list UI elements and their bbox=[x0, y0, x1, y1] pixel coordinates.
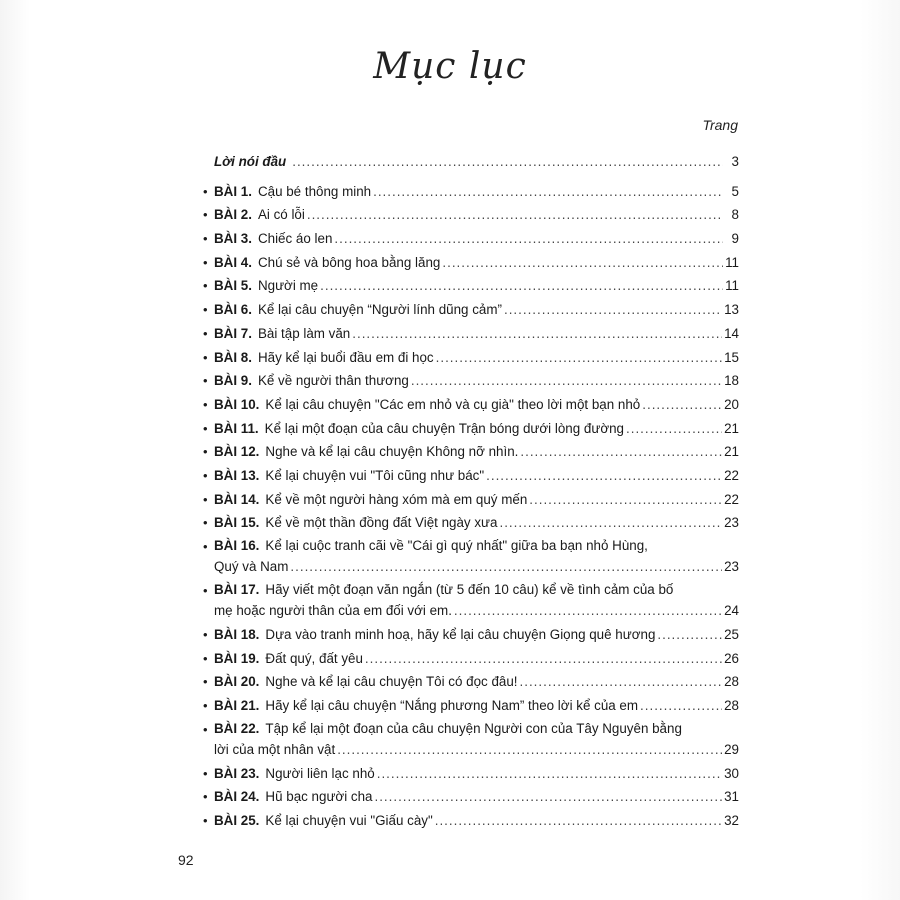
toc-entry-row bbox=[203, 694, 739, 718]
dot-leader bbox=[642, 393, 722, 417]
dot-leader bbox=[442, 251, 723, 275]
toc-entry-row bbox=[203, 417, 739, 441]
bullet-icon: • bbox=[203, 254, 208, 270]
bullet-icon: • bbox=[203, 813, 208, 829]
toc-entry-label: BÀI 4. bbox=[214, 254, 252, 270]
toc-entry-title: Kể về một người hàng xóm mà em quý mến bbox=[265, 491, 528, 507]
toc-entry-title: Nghe và kể lại câu chuyện Tôi có đọc đâu! bbox=[265, 674, 518, 690]
bullet-icon: • bbox=[203, 583, 208, 598]
toc-entry-row bbox=[203, 785, 739, 809]
toc-entry-label: BÀI 19. bbox=[214, 650, 260, 666]
dot-leader bbox=[290, 556, 722, 577]
toc-entry-label: BÀI 10. bbox=[214, 396, 260, 412]
toc-entry-title-line2: lời của một nhân vật bbox=[214, 741, 336, 757]
toc-entry-title-line1: Tập kể lại một đoạn của câu chuyện Người con của Tây Nguyên bằng bbox=[265, 720, 682, 736]
toc-entry-row bbox=[203, 623, 739, 647]
dot-leader bbox=[626, 417, 722, 441]
toc-entry-label: BÀI 21. bbox=[214, 698, 260, 714]
toc-entry-title: Người mẹ bbox=[257, 278, 319, 294]
toc-page-number: 32 bbox=[724, 813, 739, 829]
toc-page-number: 25 bbox=[724, 627, 739, 642]
toc-entry-label: BÀI 1. bbox=[214, 183, 252, 199]
toc-entry-label: BÀI 22. bbox=[214, 720, 260, 736]
dot-leader bbox=[377, 762, 722, 786]
bullet-icon: • bbox=[203, 349, 208, 365]
dot-leader bbox=[435, 809, 722, 833]
toc-entry-row bbox=[203, 488, 739, 512]
dot-leader bbox=[504, 298, 722, 322]
toc-entry-title: Đất quý, đất yêu bbox=[265, 650, 363, 666]
toc-page-number: 5 bbox=[731, 183, 739, 199]
toc-entry-row bbox=[203, 809, 739, 833]
toc-entry-label: BÀI 7. bbox=[214, 325, 252, 341]
bullet-icon: • bbox=[203, 539, 208, 554]
dot-leader bbox=[657, 623, 722, 647]
dot-leader bbox=[374, 785, 722, 809]
toc-entry-label: BÀI 2. bbox=[214, 207, 252, 223]
toc-entry-row bbox=[203, 322, 739, 346]
toc-entry-label: BÀI 11. bbox=[214, 420, 259, 436]
toc-entry-title: Kể lại một đoạn của câu chuyện Trận bóng dưới lòng đường bbox=[264, 420, 624, 436]
page-title: Mục lục bbox=[373, 46, 527, 87]
toc-entry-row bbox=[203, 393, 739, 417]
toc-page-number: 23 bbox=[724, 559, 739, 574]
bullet-icon: • bbox=[203, 515, 208, 531]
toc-entry-row bbox=[203, 670, 739, 694]
toc-entry-row bbox=[203, 647, 739, 671]
bullet-icon: • bbox=[203, 650, 208, 666]
dot-leader bbox=[334, 227, 723, 251]
toc-page-number: 24 bbox=[724, 603, 739, 618]
toc-entry-title-line1: Kể lại cuộc tranh cãi về "Cái gì quý nhất" giữa ba bạn nhỏ Hùng, bbox=[265, 538, 648, 553]
toc-entry-title-line1: Hãy viết một đoạn văn ngắn (từ 5 đến 10 câu) kể về tình cảm của bố bbox=[265, 582, 674, 597]
bullet-icon: • bbox=[203, 721, 208, 737]
toc-page-number: 11 bbox=[725, 254, 739, 270]
toc-entry-label: BÀI 8. bbox=[214, 349, 252, 365]
bullet-icon: • bbox=[203, 765, 208, 781]
toc-intro-row bbox=[214, 150, 739, 174]
toc-entry-title: Kể về một thần đồng đất Việt ngày xưa bbox=[265, 515, 498, 531]
toc-entry-title: Kể lại chuyện vui "Giấu cày" bbox=[265, 813, 433, 829]
toc-entry-row bbox=[203, 718, 739, 762]
dot-leader bbox=[520, 670, 723, 694]
dot-leader bbox=[373, 180, 723, 204]
toc-entry-title: Kể về người thân thương bbox=[257, 373, 409, 389]
bullet-icon: • bbox=[203, 231, 208, 247]
bullet-icon: • bbox=[203, 396, 208, 412]
toc-entry-row bbox=[203, 227, 739, 251]
dot-leader bbox=[352, 322, 722, 346]
toc-entry-label: BÀI 6. bbox=[214, 302, 252, 318]
dot-leader bbox=[320, 274, 723, 298]
page-column-header: Trang bbox=[702, 117, 738, 133]
table-of-contents bbox=[203, 150, 739, 833]
toc-intro-label: Lời nói đầu bbox=[214, 154, 287, 169]
toc-page-number: 11 bbox=[725, 278, 739, 294]
toc-page-number: 21 bbox=[724, 420, 739, 436]
toc-entry-label: BÀI 20. bbox=[214, 674, 260, 690]
toc-page-number: 28 bbox=[724, 698, 739, 714]
page-folio: 92 bbox=[178, 852, 194, 868]
toc-entry-label: BÀI 25. bbox=[214, 813, 260, 829]
toc-page-number: 13 bbox=[724, 302, 739, 318]
toc-entry-title: Kể lại chuyện vui "Tôi cũng như bác" bbox=[265, 467, 485, 483]
toc-entry-title: Hũ bạc người cha bbox=[265, 789, 373, 805]
toc-entry-title: Chiếc áo len bbox=[257, 231, 333, 247]
toc-entry-title: Cậu bé thông minh bbox=[257, 183, 372, 199]
toc-entry-row bbox=[203, 440, 739, 464]
bullet-icon: • bbox=[203, 420, 208, 436]
bullet-icon: • bbox=[203, 444, 208, 460]
toc-page-number: 23 bbox=[724, 515, 739, 531]
toc-entry-row bbox=[203, 346, 739, 370]
toc-entry-label: BÀI 17. bbox=[214, 582, 260, 597]
toc-entry-label: BÀI 5. bbox=[214, 278, 252, 294]
bullet-icon: • bbox=[203, 183, 208, 199]
toc-entry-label: BÀI 23. bbox=[214, 765, 260, 781]
toc-entry-title-line2: mẹ hoặc người thân của em đối với em. bbox=[214, 603, 452, 618]
toc-entry-title: Chú sẻ và bông hoa bằng lăng bbox=[257, 254, 441, 270]
toc-entry-label: BÀI 3. bbox=[214, 231, 252, 247]
toc-entry-row bbox=[203, 298, 739, 322]
toc-page-number: 26 bbox=[724, 650, 739, 666]
toc-entry-label: BÀI 15. bbox=[214, 515, 260, 531]
bullet-icon: • bbox=[203, 627, 208, 642]
toc-entry-label: BÀI 9. bbox=[214, 373, 252, 389]
dot-leader bbox=[411, 369, 722, 393]
toc-page-number: 30 bbox=[724, 765, 739, 781]
dot-leader bbox=[436, 346, 722, 370]
toc-entry-title: Hãy kể lại buổi đầu em đi học bbox=[257, 349, 434, 365]
dot-leader bbox=[520, 440, 722, 464]
toc-entry-row bbox=[203, 203, 739, 227]
bullet-icon: • bbox=[203, 278, 208, 294]
bullet-icon: • bbox=[203, 674, 208, 690]
toc-page-number: 9 bbox=[731, 231, 739, 247]
toc-page-number: 31 bbox=[724, 789, 739, 805]
toc-entry-label: BÀI 14. bbox=[214, 491, 260, 507]
toc-entry-label: BÀI 24. bbox=[214, 789, 260, 805]
toc-page-number: 8 bbox=[731, 207, 739, 223]
bullet-icon: • bbox=[203, 789, 208, 805]
toc-page-number: 3 bbox=[731, 154, 739, 169]
toc-page-number: 14 bbox=[724, 325, 739, 341]
toc-page-number: 15 bbox=[724, 349, 739, 365]
toc-page-number: 22 bbox=[724, 491, 739, 507]
bullet-icon: • bbox=[203, 698, 208, 714]
toc-entry-title: Hãy kể lại câu chuyện “Nắng phương Nam” theo lời kể của em bbox=[265, 698, 639, 714]
toc-entry-row bbox=[203, 180, 739, 204]
bullet-icon: • bbox=[203, 373, 208, 389]
toc-page-number: 18 bbox=[724, 373, 739, 389]
toc-entry-row bbox=[203, 535, 739, 579]
toc-entry-row bbox=[203, 251, 739, 275]
toc-entry-row bbox=[203, 274, 739, 298]
toc-entry-title: Ai có lỗi bbox=[257, 207, 305, 223]
toc-page-number: 21 bbox=[724, 444, 739, 460]
toc-page-number: 29 bbox=[724, 741, 739, 757]
toc-entry-label: BÀI 18. bbox=[214, 627, 260, 642]
dot-leader bbox=[529, 488, 722, 512]
dot-leader bbox=[292, 150, 723, 174]
dot-leader bbox=[337, 739, 722, 760]
toc-page-number: 22 bbox=[724, 467, 739, 483]
toc-entry-row bbox=[203, 762, 739, 786]
dot-leader bbox=[486, 464, 722, 488]
dot-leader bbox=[499, 511, 722, 535]
bullet-icon: • bbox=[203, 325, 208, 341]
toc-entry-title: Kể lại câu chuyện “Người lính dũng cảm” bbox=[257, 302, 502, 318]
toc-entry-title: Kể lại câu chuyện "Các em nhỏ và cụ già" theo lời một bạn nhỏ bbox=[265, 396, 641, 412]
toc-page-number: 28 bbox=[724, 674, 739, 690]
bullet-icon: • bbox=[203, 467, 208, 483]
toc-entry-row bbox=[203, 511, 739, 535]
dot-leader bbox=[307, 203, 723, 227]
toc-entry-label: BÀI 13. bbox=[214, 467, 260, 483]
toc-entry-title: Người liên lạc nhỏ bbox=[265, 765, 375, 781]
toc-entry-title: Dựa vào tranh minh hoạ, hãy kể lại câu chuyện Giọng quê hương bbox=[265, 627, 656, 642]
toc-entry-label: BÀI 12. bbox=[214, 444, 260, 460]
toc-page-number: 20 bbox=[724, 396, 739, 412]
dot-leader bbox=[365, 647, 722, 671]
toc-entry-row bbox=[203, 464, 739, 488]
toc-entry-row bbox=[203, 579, 739, 623]
bullet-icon: • bbox=[203, 491, 208, 507]
toc-entries bbox=[203, 180, 739, 833]
toc-entry-row bbox=[203, 369, 739, 393]
toc-entry-title: Nghe và kể lại câu chuyện Không nỡ nhìn. bbox=[265, 444, 519, 460]
toc-entry-title-line2: Quý và Nam bbox=[214, 559, 289, 574]
toc-entry-label: BÀI 16. bbox=[214, 538, 260, 553]
bullet-icon: • bbox=[203, 302, 208, 318]
dot-leader bbox=[454, 600, 722, 621]
bullet-icon: • bbox=[203, 207, 208, 223]
dot-leader bbox=[640, 694, 722, 718]
toc-entry-title: Bài tập làm văn bbox=[257, 325, 351, 341]
